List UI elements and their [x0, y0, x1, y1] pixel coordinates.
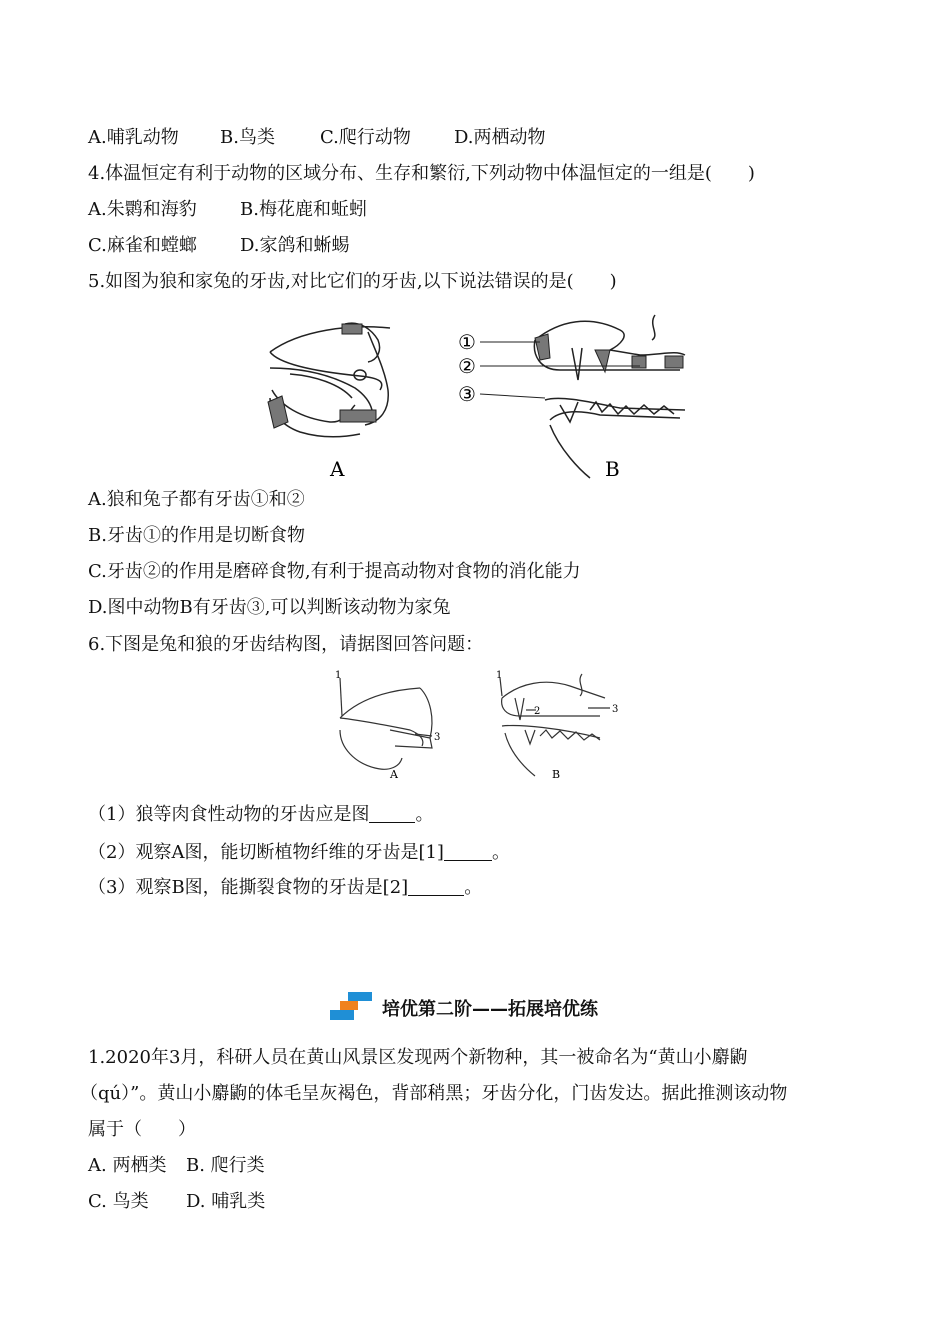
q5-rabbit-incisor-top — [342, 324, 362, 334]
q5-figure — [260, 310, 700, 485]
q6-sub1-blank — [369, 804, 415, 823]
q3-option-d: D.两栖动物 — [454, 127, 546, 148]
q6-fig-label-a: A — [390, 768, 398, 781]
q3-option-c: C.爬行动物 — [320, 127, 411, 148]
q4-option-c: C.麻雀和螳螂 — [88, 235, 197, 256]
q3-options — [88, 126, 546, 150]
q5-rabbit-incisor-bottom — [268, 396, 288, 428]
p1-options-row2 — [88, 1190, 265, 1214]
q6-sub1: （1）狼等肉食性动物的牙齿应是图 。 — [88, 804, 434, 825]
p1-option-c: C. 鸟类 — [88, 1191, 149, 1212]
q4-option-b: B.梅花鹿和蚯蚓 — [240, 199, 367, 220]
q5-fig-label-b: B — [605, 457, 620, 481]
q5-marker-1: ① — [458, 330, 476, 354]
p1-option-b: B. 爬行类 — [186, 1155, 265, 1176]
q5-option-a: A.狼和兔子都有牙齿①和② — [88, 489, 305, 510]
q6-figure — [330, 668, 630, 783]
q4-option-d: D.家鸽和蜥蜴 — [240, 235, 350, 256]
q6-wolf-skull — [500, 674, 610, 776]
q3-option-a: A.哺乳动物 — [88, 127, 179, 148]
q4-stem: 4.体温恒定有利于动物的区域分布、生存和繁衍,下列动物中体温恒定的一组是( ) — [88, 163, 755, 184]
q6-b-num-1: 1 — [496, 670, 503, 681]
q6-sub2-blank — [444, 842, 492, 861]
q6-b-num-3: 3 — [612, 704, 619, 715]
p1-line2: （qú）”。黄山小麝鼩的体毛呈灰褐色，背部稍黑；牙齿分化，门齿发达。据此推测该动物 — [80, 1083, 788, 1104]
q3-option-b: B.鸟类 — [220, 127, 275, 148]
q5-marker-3: ③ — [458, 382, 476, 406]
q6-a-num-1: 1 — [335, 670, 342, 681]
q6-a-num-3: 3 — [434, 732, 441, 743]
q6-sub2: （2）观察A图，能切断植物纤维的牙齿是[1] 。 — [88, 842, 510, 863]
q4-options-row2 — [88, 234, 350, 258]
q5-wolf-molar — [665, 356, 683, 368]
q6-fig-label-b: B — [552, 768, 561, 781]
q5-option-c: C.牙齿②的作用是磨碎食物,有利于提高动物对食物的消化能力 — [88, 561, 581, 582]
q5-stem: 5.如图为狼和家兔的牙齿,对比它们的牙齿,以下说法错误的是( ) — [88, 271, 617, 292]
q5-option-b: B.牙齿①的作用是切断食物 — [88, 525, 305, 546]
p1-option-d: D. 哺乳类 — [186, 1191, 266, 1212]
q4-option-a: A.朱鹮和海豹 — [88, 199, 197, 220]
q5-option-d: D.图中动物B有牙齿③,可以判断该动物为家兔 — [88, 597, 451, 618]
p1-options-row1 — [88, 1154, 265, 1178]
q5-fig-label-a: A — [330, 457, 345, 481]
q6-rabbit-skull — [340, 678, 432, 769]
p1-line1: 1.2020年3月，科研人员在黄山风景区发现两个新物种，其一被命名为“黄山小麝鼩 — [88, 1047, 748, 1068]
p1-line3: 属于（ ） — [88, 1119, 196, 1140]
q4-options-row1 — [88, 198, 367, 222]
q5-rabbit-molars — [340, 410, 376, 422]
q5-wolf-canine — [595, 350, 610, 372]
q5-wolf-incisor — [535, 334, 550, 360]
q6-sub3-blank — [408, 877, 464, 896]
section-title: 培优第二阶——拓展培优练 — [382, 999, 598, 1020]
q6-stem: 6.下图是兔和狼的牙齿结构图，请据图回答问题： — [88, 634, 484, 655]
q6-sub3: （3）观察B图，能撕裂食物的牙齿是[2] 。 — [88, 877, 483, 898]
q6-b-num-2: 2 — [534, 706, 541, 717]
stacked-blocks-icon — [330, 992, 374, 1024]
section-heading — [330, 992, 598, 1024]
q5-marker-2: ② — [458, 354, 476, 378]
q5-wolf-skull — [534, 315, 685, 478]
p1-option-a: A. 两栖类 — [88, 1155, 167, 1176]
